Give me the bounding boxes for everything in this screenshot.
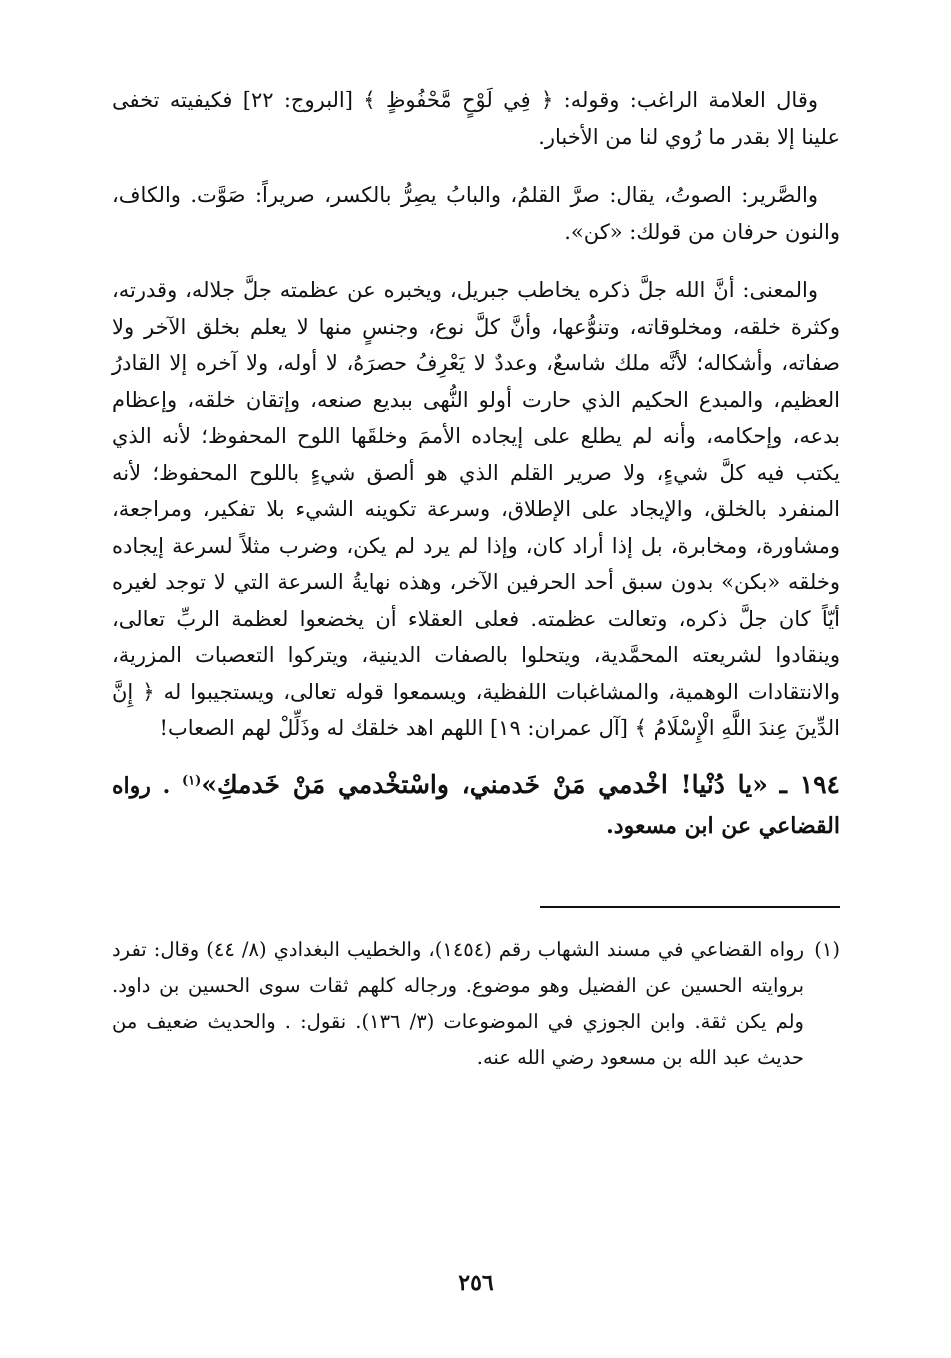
footnote-text: رواه القضاعي في مسند الشهاب رقم (١٤٥٤)، والخطيب البغدادي (٨/ ٤٤) وقال: تفرد بروايته الحسين عن الفضيل وهو موضوع. ورجاله كلهم ثقات سوى الحسين بن داود. ولم يكن ثقة. وابن الجوزي في الموضوعات (٣/ ١٣٦). نقول: . والحديث ضعيف من حديث عبد الله بن مسعود رضي الله عنه.	[112, 937, 804, 1069]
footnote-number: (١)	[814, 937, 840, 961]
footnote	[112, 932, 840, 1076]
page-number: ٢٥٦	[458, 1270, 494, 1296]
hadith-source: . رواه القضاعي عن ابن مسعود.	[112, 772, 840, 839]
footnote-reference[interactable]: (١)	[182, 773, 202, 789]
paragraph-raghib-quote: وقال العلامة الراغب: وقوله: ﴿ فِي لَوْحٍ مَّحْفُوظٍ ﴾ [البروج: ٢٢] فكيفيته تخفى علينا إلا بقدر ما رُوي لنا من الأخبار.	[112, 88, 840, 149]
hadith-text: «يا دُنْيا! اخْدمي مَنْ خَدمني، واسْتخْدمي مَنْ خَدمكِ»	[201, 769, 768, 799]
paragraph-meaning: والمعنى: أنَّ الله جلَّ ذكره يخاطب جبريل، ويخبره عن عظمته جلَّ جلاله، وقدرته، وكثرة خلقه، ومخلوقاته، وتنوُّعها، وأنَّ كلَّ نوع، وجنسٍ منها لا يعلم بخلق الآخر ولا صفاته، وأشكاله؛ لأنَّه ملك شاسعٌ، وعددٌ لا يَعْرِفُ حصرَهُ، لا أوله، ولا آخره إلا القادرُ العظيم، والمبدع الحكيم الذي حارت أولو النُّهى ببديع صنعه، وإتقان خلقه، وإعظام بدعه، وإحكامه، وأنه لم يطلع على إيجاده الأممَ وخلقَها اللوح المحفوظ؛ لأنه الذي يكتب فيه كلَّ شيءٍ، ولا صرير القلم الذي هو ألصق شيءٍ باللوح المحفوظ؛ لأنه المنفرد بالخلق، والإيجاد على الإطلاق، وسرعة تكوينه الشيء بلا تفكير، ومراجعة، ومشاورة، ومخابرة، بل إذا أراد كان، وإذا لم يرد لم يكن، وضرب مثلاً لسرعة إيجاده وخلقه «بكن» بدون سبق أحد الحرفين الآخر، وهذه نهايةُ السرعة التي لا توجد لغيره أيّاً كان جلَّ ذكره، وتعالت عظمته. فعلى العقلاء أن يخضعوا لعظمة الربِّ تعالى، وينقادوا لشريعته المحمَّدية، ويتحلوا بالصفات الدينية، ويتركوا التعصبات المزرية، والانتقادات الوهمية، والمشاغبات اللفظية، ويسمعوا قوله تعالى، ويستجيبوا له ﴿ إِنَّ الدِّينَ عِندَ اللَّهِ الْإِسْلَامُ ﴾ [آل عمران: ١٩] اللهم اهد خلقك له وذَلِّلْ لهم الصعاب!	[112, 278, 840, 740]
paragraph-sarir-definition: والصَّرير: الصوتُ، يقال: صرَّ القلمُ، والبابُ يصِرُّ بالكسر، صريراً: صَوَّت. والكاف، والنون حرفان من قولك: «كن».	[112, 183, 840, 244]
hadith-number: ١٩٤ ـ	[779, 769, 840, 799]
footnote-separator	[540, 906, 840, 908]
book-page	[112, 82, 840, 1332]
hadith-entry	[112, 765, 840, 846]
